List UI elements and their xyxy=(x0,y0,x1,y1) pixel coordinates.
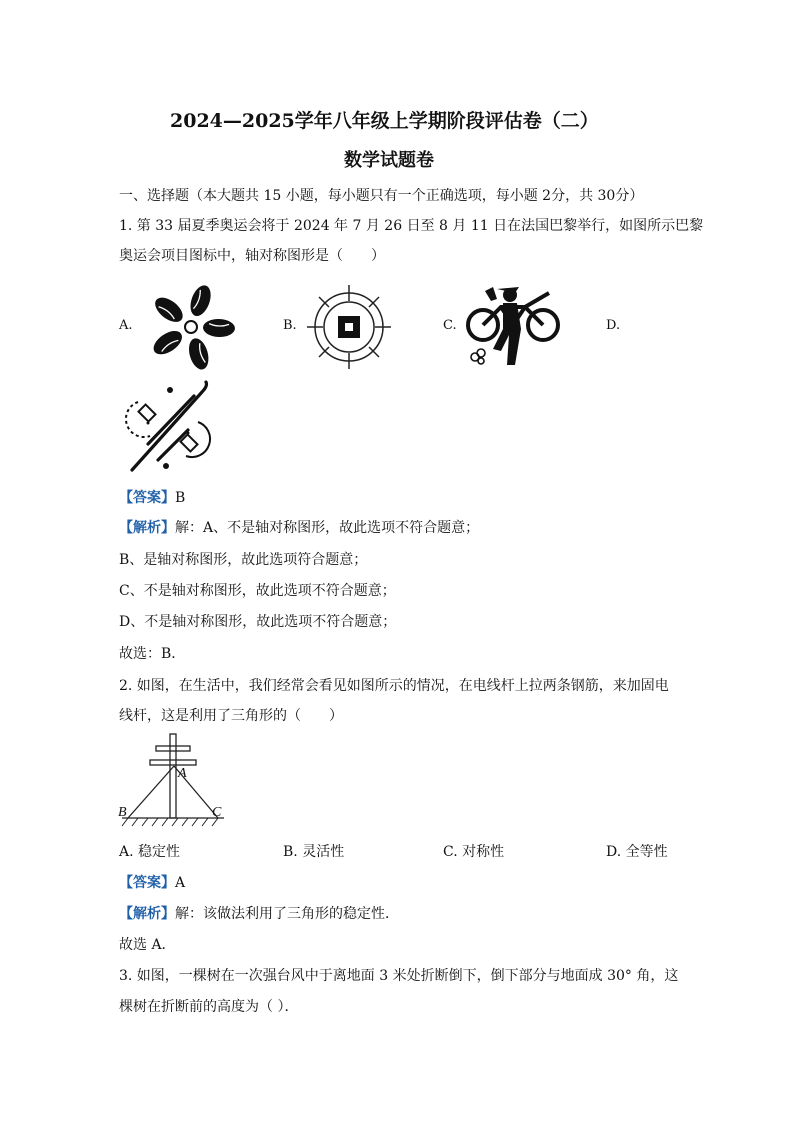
q2-option-a: A. 稳定性 xyxy=(119,844,181,860)
q2-answer xyxy=(119,873,185,893)
section-heading: 一、选择题（本大题共 15 小题，每小题只有一个正确选项，每小题 2分，共 30分） xyxy=(119,188,644,204)
page-subtitle: 数学试题卷 xyxy=(344,150,434,171)
analysis-tag: 【解析】 xyxy=(119,906,175,922)
analysis-text: 解：该做法利用了三角形的稳定性． xyxy=(175,906,399,922)
q1-analysis-line5: 故选：B． xyxy=(119,646,186,662)
q1-stem-line1: 1. 第 33 届夏季奥运会将于 2024 年 7 月 26 日至 8 月 11 日在法国巴黎举行，如图所示巴黎 xyxy=(119,218,704,234)
q2-analysis-line1 xyxy=(119,904,399,924)
q3-stem-line1: 3. 如图，一棵树在一次强台风中于离地面 3 米处折断倒下，倒下部分与地面成 30° 角，这 xyxy=(119,968,679,984)
q2-analysis-line2: 故选 A． xyxy=(119,937,176,953)
q1-answer xyxy=(119,488,185,508)
q1-analysis-line4: D、不是轴对称图形，故此选项不符合题意； xyxy=(119,614,397,630)
q2-stem-line2: 线杆，这是利用了三角形的（ ） xyxy=(119,708,343,724)
answer-tag: 【答案】 xyxy=(119,875,175,891)
q1-option-c-label: C. xyxy=(443,318,457,333)
hockey-sticks-icon xyxy=(118,378,218,478)
utility-pole-figure xyxy=(118,734,228,830)
answer-value: B xyxy=(175,490,186,506)
answer-value: A xyxy=(175,875,186,891)
q2-option-d: D. 全等性 xyxy=(606,844,668,860)
figure-label-a: A xyxy=(178,766,187,781)
q2-option-b: B. 灵活性 xyxy=(283,844,345,860)
cyclist-icon xyxy=(463,285,563,367)
answer-tag: 【答案】 xyxy=(119,490,175,506)
q1-analysis-line2: B、是轴对称图形，故此选项符合题意； xyxy=(119,552,368,568)
page-title: 2024—2025学年八年级上学期阶段评估卷（二） xyxy=(170,110,599,132)
pinwheel-icon xyxy=(143,282,239,372)
analysis-tag: 【解析】 xyxy=(119,520,175,536)
q3-stem-line2: 棵树在折断前的高度为（ ）． xyxy=(119,999,299,1015)
q1-option-b-label: B. xyxy=(283,318,297,333)
q2-stem-line1: 2. 如图，在生活中，我们经常会看见如图所示的情况，在电线杆上拉两条钢筋，来加固电 xyxy=(119,678,669,694)
q1-option-a-label: A. xyxy=(119,318,133,333)
target-icon xyxy=(305,283,393,371)
q1-analysis-line3: C、不是轴对称图形，故此选项不符合题意； xyxy=(119,583,396,599)
figure-label-b: B xyxy=(118,805,127,820)
q1-stem-line2: 奥运会项目图标中，轴对称图形是（ ） xyxy=(119,248,385,264)
q1-option-d-label: D. xyxy=(606,318,621,333)
q1-analysis-line1 xyxy=(119,518,479,538)
analysis-text: 解：A、不是轴对称图形，故此选项不符合题意； xyxy=(175,520,480,536)
q2-option-c: C. 对称性 xyxy=(443,844,505,860)
figure-label-c: C xyxy=(212,805,222,820)
